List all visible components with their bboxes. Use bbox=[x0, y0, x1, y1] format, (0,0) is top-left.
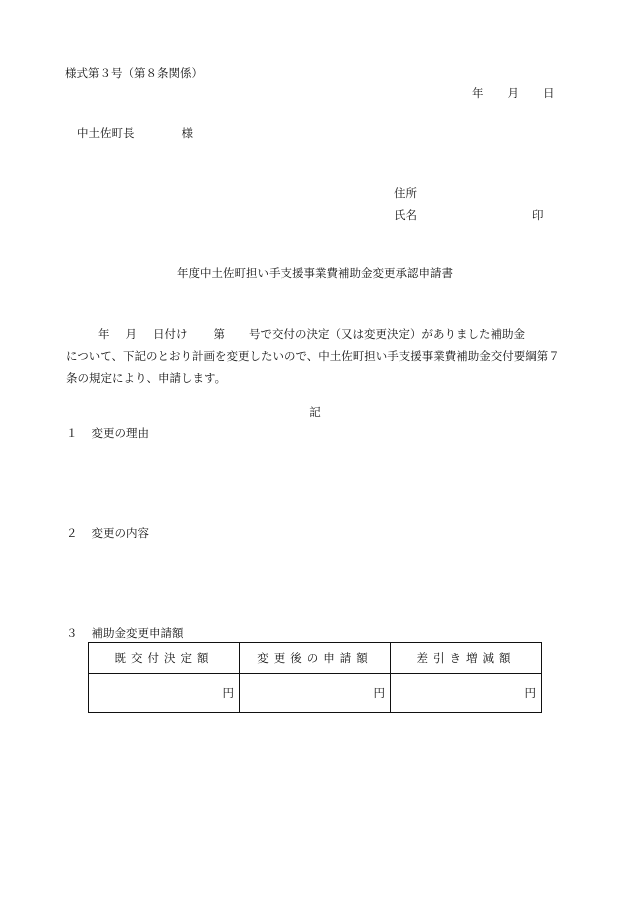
body-line-3: 条の規定により、申請します。 bbox=[66, 371, 227, 385]
section-reason bbox=[66, 426, 149, 441]
body-paragraph bbox=[66, 323, 560, 389]
header-existing-amount: 既交付決定額 bbox=[89, 643, 240, 674]
date-year: 年 bbox=[472, 86, 484, 100]
amount-table bbox=[88, 642, 542, 713]
body-line-1-rest: 号で交付の決定（又は変更決定）がありました補助金 bbox=[249, 327, 525, 341]
difference-amount-cell[interactable]: 円 bbox=[391, 674, 542, 713]
form-number: 様式第３号（第８条関係） bbox=[65, 66, 203, 80]
revised-amount-cell[interactable]: 円 bbox=[240, 674, 391, 713]
section-label: 変更の内容 bbox=[91, 526, 149, 540]
recipient-name: 中土佐町長 bbox=[77, 126, 135, 140]
table-header-row bbox=[89, 643, 542, 674]
name-label: 氏名 bbox=[394, 208, 417, 222]
body-number: 第 bbox=[213, 327, 225, 341]
section-content bbox=[66, 526, 149, 541]
header-revised-amount: 変更後の申請額 bbox=[240, 643, 391, 674]
date-day: 日 bbox=[543, 86, 555, 100]
header-difference-amount: 差引き増減額 bbox=[391, 643, 542, 674]
date-month: 月 bbox=[507, 86, 519, 100]
recipient-line bbox=[77, 126, 193, 141]
table-row bbox=[89, 674, 542, 713]
address-label: 住所 bbox=[394, 186, 417, 200]
date-line bbox=[472, 86, 555, 101]
section-number: ２ bbox=[66, 526, 78, 540]
body-line-1 bbox=[66, 323, 552, 345]
body-line-2: について、下記のとおり計画を変更したいので、中土佐町担い手支援事業費補助金交付要綱第７ bbox=[66, 349, 560, 363]
existing-amount-cell[interactable]: 円 bbox=[89, 674, 240, 713]
section-number: １ bbox=[66, 426, 78, 440]
body-year: 年 bbox=[98, 327, 110, 341]
seal-label: 印 bbox=[532, 208, 544, 222]
section-amount bbox=[66, 626, 184, 641]
recipient-honorific: 様 bbox=[181, 126, 193, 140]
ki-marker: 記 bbox=[309, 405, 321, 419]
section-label: 変更の理由 bbox=[91, 426, 149, 440]
body-month: 月 bbox=[125, 327, 137, 341]
section-number: ３ bbox=[66, 626, 78, 640]
section-label: 補助金変更申請額 bbox=[91, 626, 184, 640]
body-day: 日付け bbox=[153, 327, 188, 341]
document-title: 年度中土佐町担い手支援事業費補助金変更承認申請書 bbox=[177, 266, 453, 280]
